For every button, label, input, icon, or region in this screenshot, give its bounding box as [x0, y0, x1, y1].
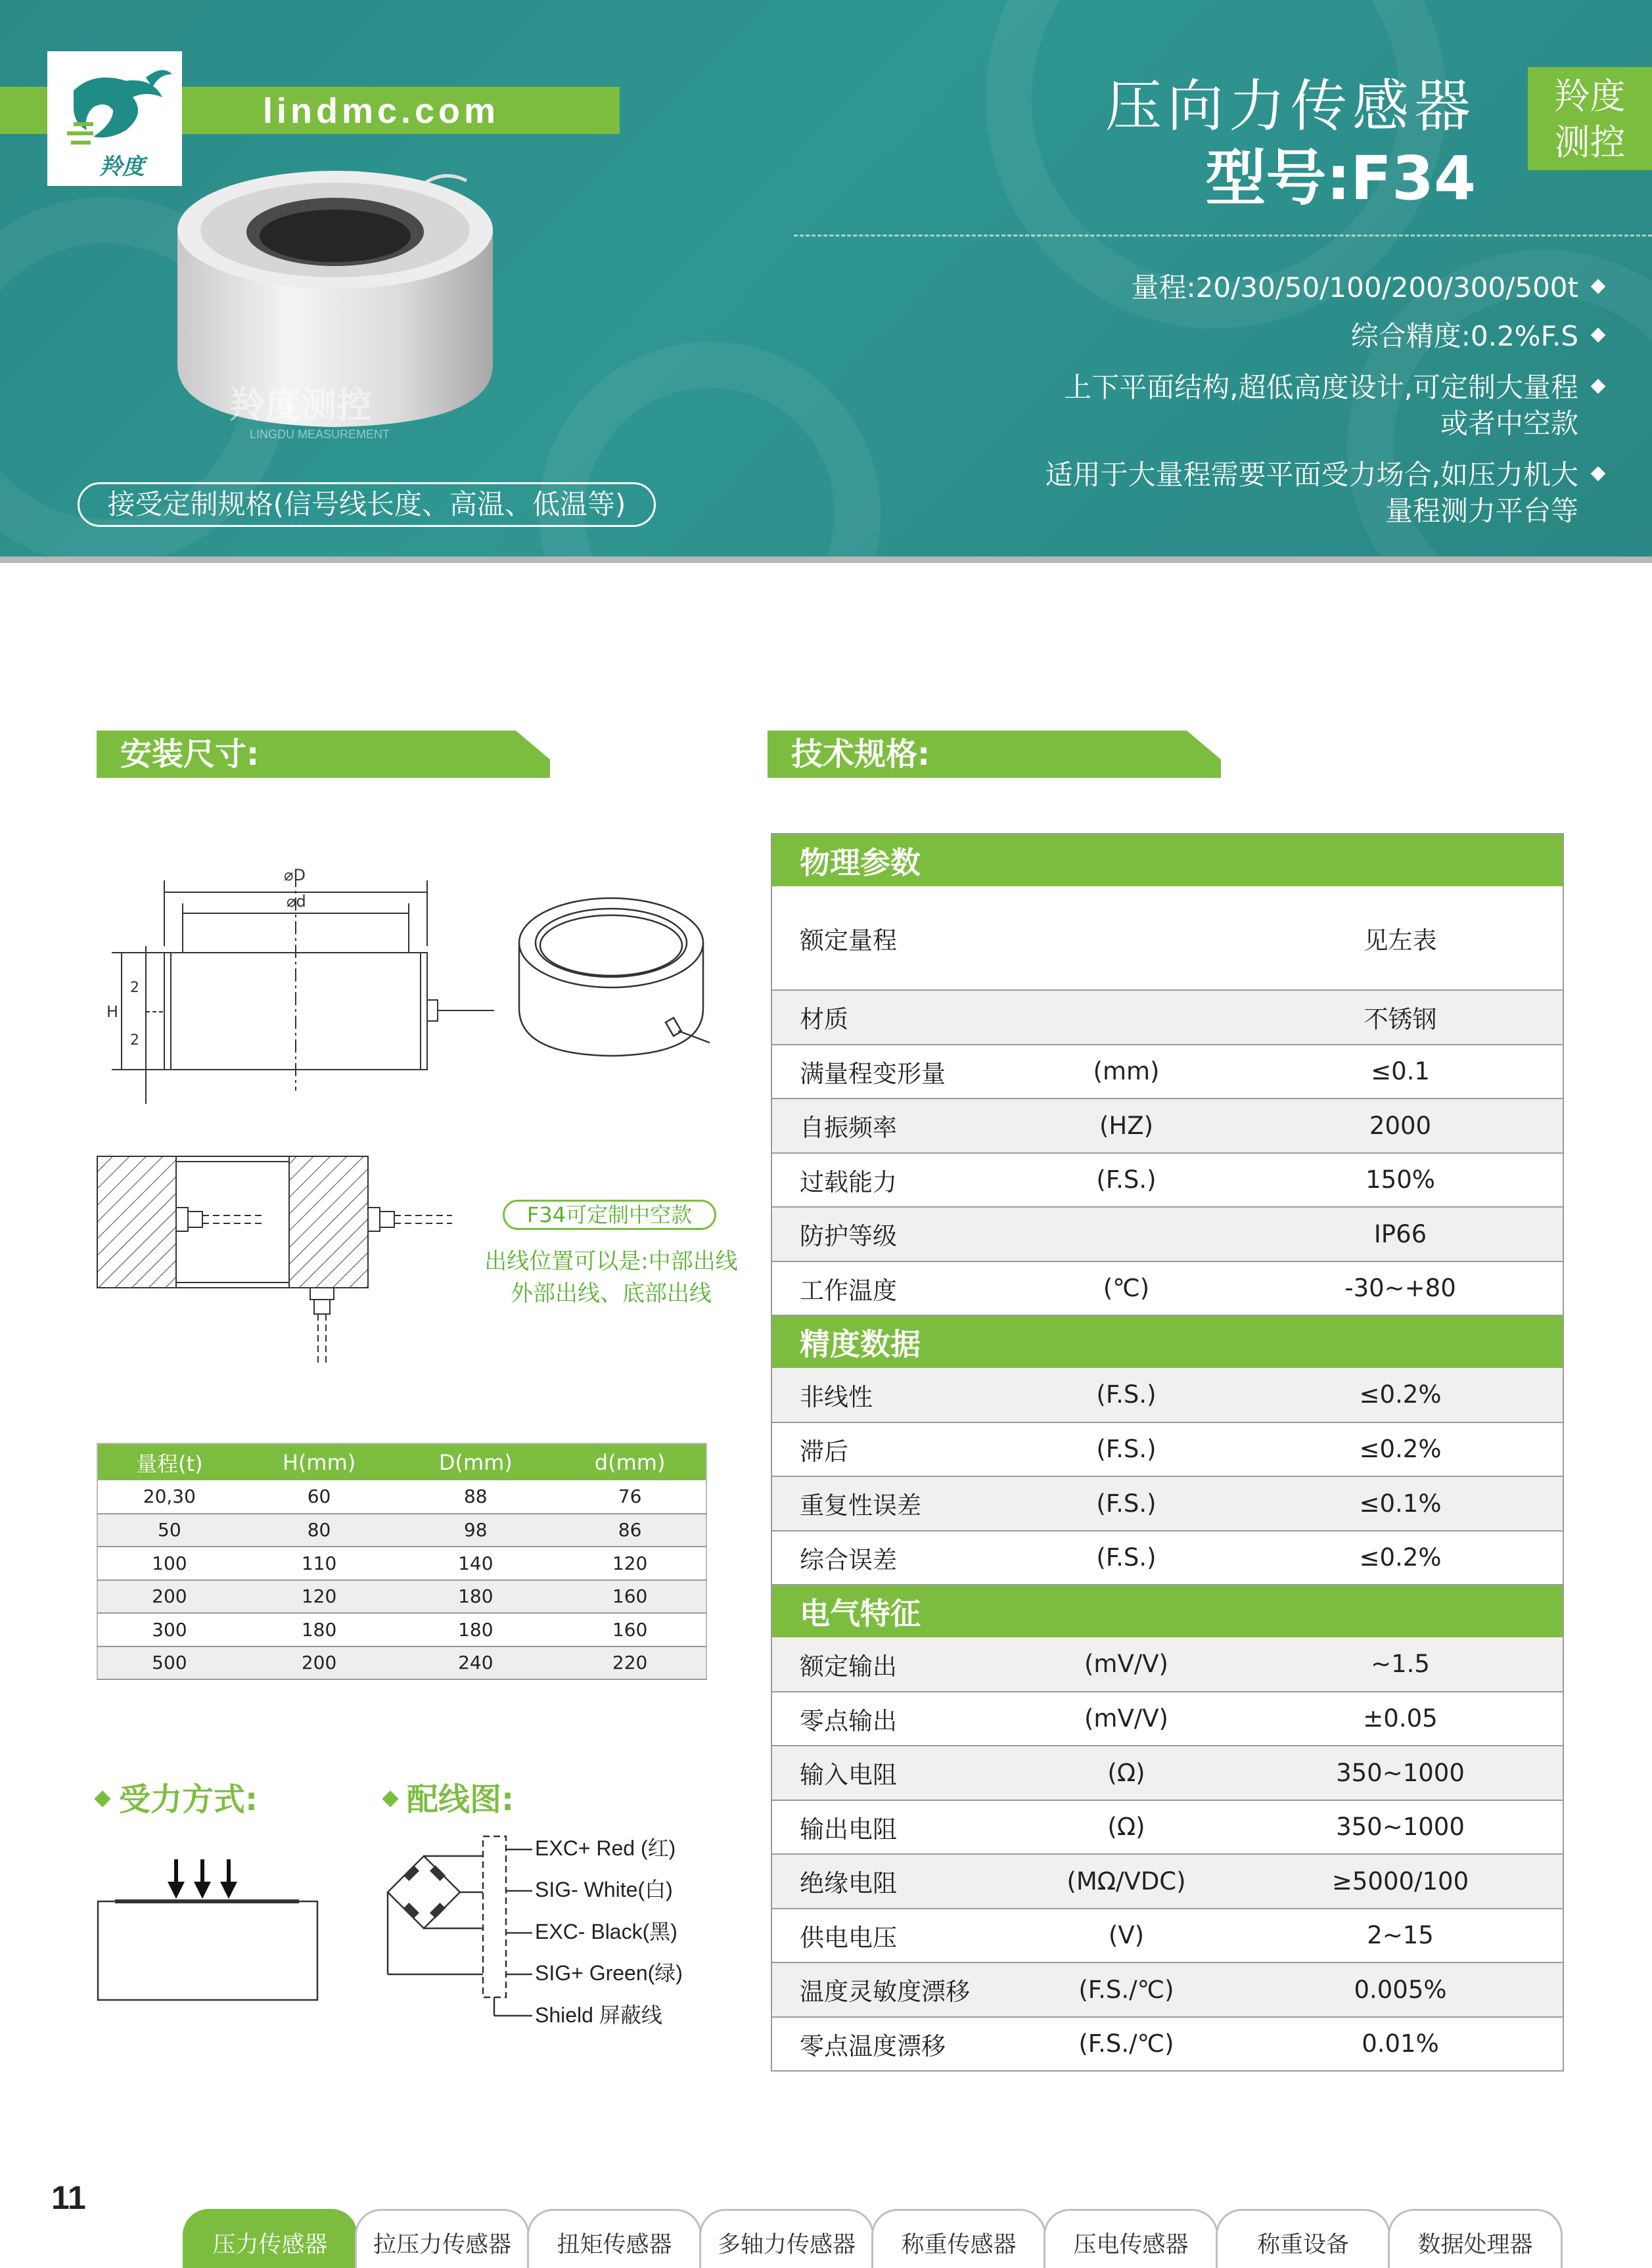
dim-D-label: ⌀D: [284, 866, 306, 884]
spec-value: ≤0.1%: [1238, 1476, 1563, 1531]
table-cell: 120: [241, 1580, 398, 1614]
spec-name: 零点输出: [771, 1692, 1015, 1746]
tab-pressure-sensor[interactable]: 压力传感器: [183, 2209, 357, 2268]
install-heading: [97, 731, 550, 778]
category-tabs: [183, 2209, 1652, 2258]
table-cell: 50: [97, 1514, 241, 1547]
spec-value: 0.01%: [1238, 2017, 1563, 2072]
website-url[interactable]: lindmc.com: [263, 91, 500, 131]
tab-weighing-equipment[interactable]: 称重设备: [1216, 2209, 1390, 2268]
table-cell: 160: [554, 1613, 706, 1646]
custom-spec-note: 接受定制规格(信号线长度、高温、低温等): [78, 482, 656, 527]
spec-name: 输入电阻: [771, 1746, 1015, 1800]
spec-value: 见左表: [1238, 886, 1563, 990]
spec-row: [771, 1099, 1563, 1153]
spec-unit: [1015, 886, 1238, 990]
spec-name: 工作温度: [771, 1261, 1015, 1316]
column-header: H(mm): [241, 1443, 398, 1480]
spec-unit: (F.S.): [1015, 1476, 1238, 1531]
spec-row: [771, 1800, 1563, 1855]
wire-label-exc-minus: EXC- Black(黑): [535, 1920, 677, 1943]
table-cell: 110: [241, 1547, 398, 1580]
spec-unit: (F.S.): [1015, 1368, 1238, 1422]
spec-row: [771, 1531, 1563, 1585]
spec-name: 额定量程: [771, 886, 1015, 990]
wire-label-sig-minus: SIG- White(白): [535, 1878, 673, 1901]
tab-weighing-sensor[interactable]: 称重传感器: [871, 2209, 1046, 2268]
product-model: 型号:F34: [1205, 143, 1476, 214]
table-cell: 180: [397, 1580, 554, 1614]
spec-unit: (mV/V): [1015, 1637, 1238, 1692]
spec-name: 额定输出: [771, 1637, 1015, 1692]
diamond-icon: [1591, 466, 1606, 482]
table-row: [97, 1547, 706, 1580]
table-cell: 200: [97, 1580, 241, 1614]
dim-H-label: H: [106, 1003, 119, 1021]
brand-box: [1528, 67, 1652, 170]
spec-unit: [1015, 990, 1238, 1045]
corner-fold: [1187, 731, 1221, 760]
diamond-icon: [1591, 279, 1606, 294]
table-cell: 100: [97, 1547, 241, 1580]
table-cell: 160: [554, 1580, 706, 1614]
table-cell: 300: [97, 1613, 241, 1646]
spec-row: [771, 1422, 1563, 1477]
diamond-icon: [382, 1790, 398, 1807]
spec-name: 材质: [771, 990, 1015, 1045]
brand-line-2: 测控: [1554, 122, 1626, 163]
feature-text-cont: 量程测力平台等: [1385, 495, 1578, 527]
feature-item: [1064, 369, 1603, 442]
spec-value: IP66: [1238, 1207, 1563, 1261]
spec-name: 自振频率: [771, 1099, 1015, 1153]
table-row: [97, 1580, 706, 1614]
outlet-note: [460, 1243, 762, 1307]
column-header: D(mm): [397, 1443, 554, 1480]
spec-row: [771, 1909, 1563, 1963]
tab-data-processor[interactable]: 数据处理器: [1388, 2209, 1563, 2268]
spec-group-header: [771, 834, 1563, 886]
wire-label-exc-plus: EXC+ Red (红): [535, 1836, 676, 1860]
spec-group-title: 物理参数: [771, 834, 1563, 886]
force-heading: [97, 1774, 258, 1819]
spec-value: ≤0.2%: [1238, 1422, 1563, 1477]
spec-row: [771, 1962, 1563, 2017]
spec-value: 0.005%: [1238, 1962, 1563, 2017]
spec-row: [771, 2017, 1563, 2072]
tab-piezo-sensor[interactable]: 压电传感器: [1044, 2209, 1218, 2268]
spec-unit: (Ω): [1015, 1746, 1238, 1800]
wiring-diagram: [384, 1833, 542, 2024]
spec-name: 防护等级: [771, 1207, 1015, 1261]
table-cell: 76: [554, 1480, 706, 1514]
table-cell: 200: [241, 1646, 398, 1680]
feature-item: [1045, 457, 1603, 529]
dimension-table: [97, 1443, 707, 1680]
tab-tension-compression-sensor[interactable]: 拉压力传感器: [355, 2209, 530, 2268]
spec-name: 过载能力: [771, 1153, 1015, 1208]
tab-multi-axis-sensor[interactable]: 多轴力传感器: [699, 2209, 874, 2268]
table-cell: 86: [554, 1514, 706, 1547]
spec-value: 350~1000: [1238, 1746, 1563, 1800]
product-title: 压向力传感器: [1105, 74, 1476, 139]
tab-torque-sensor[interactable]: 扭矩传感器: [527, 2209, 702, 2268]
corner-fold: [516, 731, 550, 760]
outlet-note-line: 出线位置可以是:中部出线: [484, 1248, 738, 1275]
header-bottom-strip: [0, 556, 1652, 563]
table-cell: 20,30: [97, 1480, 241, 1514]
spec-value: 2000: [1238, 1099, 1563, 1153]
spec-heading-text: 技术规格:: [791, 736, 930, 773]
table-cell: 80: [241, 1514, 398, 1547]
isometric-view-drawing: [513, 890, 723, 1074]
spec-unit: (℃): [1015, 1261, 1238, 1316]
watermark-text: 羚度测控: [230, 384, 372, 426]
column-header: d(mm): [554, 1443, 706, 1480]
spec-value: 2~15: [1238, 1909, 1563, 1963]
spec-unit: (F.S./℃): [1015, 2017, 1238, 2072]
force-heading-text: 受力方式:: [119, 1781, 258, 1818]
table-cell: 120: [554, 1547, 706, 1580]
spec-row: [771, 1368, 1563, 1422]
spec-name: 满量程变形量: [771, 1045, 1015, 1099]
spec-value: ±0.05: [1238, 1692, 1563, 1746]
spec-row: [771, 1637, 1563, 1692]
product-photo: [177, 168, 506, 443]
wiring-heading: [384, 1774, 514, 1819]
front-view-drawing: [92, 854, 513, 1117]
spec-table: [771, 833, 1564, 2072]
spec-value: ≤0.2%: [1238, 1531, 1563, 1585]
table-cell: 140: [397, 1547, 554, 1580]
table-cell: 220: [554, 1646, 706, 1680]
table-cell: 180: [241, 1613, 398, 1646]
spec-unit: [1015, 1207, 1238, 1261]
hollow-option-tag: F34可定制中空款: [503, 1200, 716, 1230]
table-cell: 98: [397, 1514, 554, 1547]
feature-item: [1131, 269, 1603, 306]
spec-value: ≥5000/100: [1238, 1854, 1563, 1909]
spec-unit: (F.S.): [1015, 1422, 1238, 1477]
page-number: 11: [51, 2179, 86, 2216]
feature-text: 综合精度:0.2%F.S: [1350, 320, 1578, 352]
force-diagram: [95, 1853, 325, 2017]
spec-value: ≤0.2%: [1238, 1368, 1563, 1422]
spec-name: 重复性误差: [771, 1476, 1015, 1531]
spec-group-title: 精度数据: [771, 1315, 1563, 1368]
spec-value: ≤0.1: [1238, 1045, 1563, 1099]
table-row: [97, 1613, 706, 1646]
table-cell: 88: [397, 1480, 554, 1514]
spec-row: [771, 886, 1563, 990]
spec-unit: (HZ): [1015, 1099, 1238, 1153]
spec-name: 输出电阻: [771, 1800, 1015, 1855]
spec-row: [771, 1476, 1563, 1531]
spec-value: 不锈钢: [1238, 990, 1563, 1045]
spec-name: 综合误差: [771, 1531, 1015, 1585]
table-cell: 180: [397, 1613, 554, 1646]
wire-label-sig-plus: SIG+ Green(绿): [535, 1961, 683, 1985]
section-view-drawing: [92, 1143, 473, 1380]
spec-row: [771, 1261, 1563, 1316]
divider: [794, 235, 1652, 237]
spec-row: [771, 1746, 1563, 1800]
table-header-row: [97, 1443, 706, 1480]
feature-text-cont: 或者中空款: [1440, 407, 1578, 440]
feature-item: [1351, 318, 1603, 354]
spec-unit: (F.S.): [1015, 1531, 1238, 1585]
install-heading-text: 安装尺寸:: [120, 736, 260, 773]
bg-decoration: [539, 342, 881, 562]
spec-group-header: [771, 1585, 1563, 1637]
company-logo: [47, 51, 182, 186]
spec-name: 滞后: [771, 1422, 1015, 1477]
spec-unit: (F.S.): [1015, 1153, 1238, 1208]
outlet-note-line: 外部出线、底部出线: [511, 1281, 712, 1307]
dim-half-label: 2: [130, 980, 139, 996]
logo-text: 羚度: [100, 154, 145, 180]
spec-heading: [768, 731, 1221, 778]
spec-name: 供电电压: [771, 1909, 1015, 1963]
header-banner: [0, 0, 1652, 562]
spec-value: 150%: [1238, 1153, 1563, 1208]
spec-name: 温度灵敏度漂移: [771, 1962, 1015, 2017]
table-cell: 500: [97, 1646, 241, 1680]
spec-group-header: [771, 1315, 1563, 1368]
dim-d-label: ⌀d: [287, 892, 306, 911]
brand-line-1: 羚度: [1554, 76, 1626, 117]
spec-name: 非线性: [771, 1368, 1015, 1422]
spec-value: -30~+80: [1238, 1261, 1563, 1316]
spec-unit: (mV/V): [1015, 1692, 1238, 1746]
spec-value: ~1.5: [1238, 1637, 1563, 1692]
spec-row: [771, 1207, 1563, 1261]
spec-name: 绝缘电阻: [771, 1854, 1015, 1909]
feature-text: 适用于大量程需要平面受力场合,如压力机大: [1045, 459, 1578, 491]
spec-row: [771, 1854, 1563, 1909]
diamond-icon: [1591, 328, 1606, 343]
spec-unit: (V): [1015, 1909, 1238, 1963]
spec-unit: (Ω): [1015, 1800, 1238, 1855]
dim-half-label: 2: [130, 1032, 139, 1049]
table-cell: 60: [241, 1480, 398, 1514]
spec-row: [771, 1045, 1563, 1099]
spec-value: 350~1000: [1238, 1800, 1563, 1855]
spec-row: [771, 1153, 1563, 1208]
spec-name: 零点温度漂移: [771, 2017, 1015, 2072]
table-row: [97, 1646, 706, 1680]
spec-group-title: 电气特征: [771, 1585, 1563, 1637]
spec-unit: (F.S./℃): [1015, 1962, 1238, 2017]
feature-text: 量程:20/30/50/100/200/300/500t: [1131, 271, 1578, 304]
table-row: [97, 1480, 706, 1514]
diamond-icon: [1591, 379, 1606, 394]
spec-row: [771, 990, 1563, 1045]
feature-text: 上下平面结构,超低高度设计,可定制大量程: [1064, 371, 1578, 403]
column-header: 量程(t): [97, 1443, 241, 1480]
table-row: [97, 1514, 706, 1547]
wiring-heading-text: 配线图:: [407, 1781, 515, 1818]
table-cell: 240: [397, 1646, 554, 1680]
wire-label-shield: Shield 屏蔽线: [535, 2003, 662, 2027]
spec-row: [771, 1692, 1563, 1746]
spec-unit: (MΩ/VDC): [1015, 1854, 1238, 1909]
watermark-sub: LINGDU MEASUREMENT: [250, 428, 390, 441]
diamond-icon: [94, 1790, 110, 1807]
spec-unit: (mm): [1015, 1045, 1238, 1099]
